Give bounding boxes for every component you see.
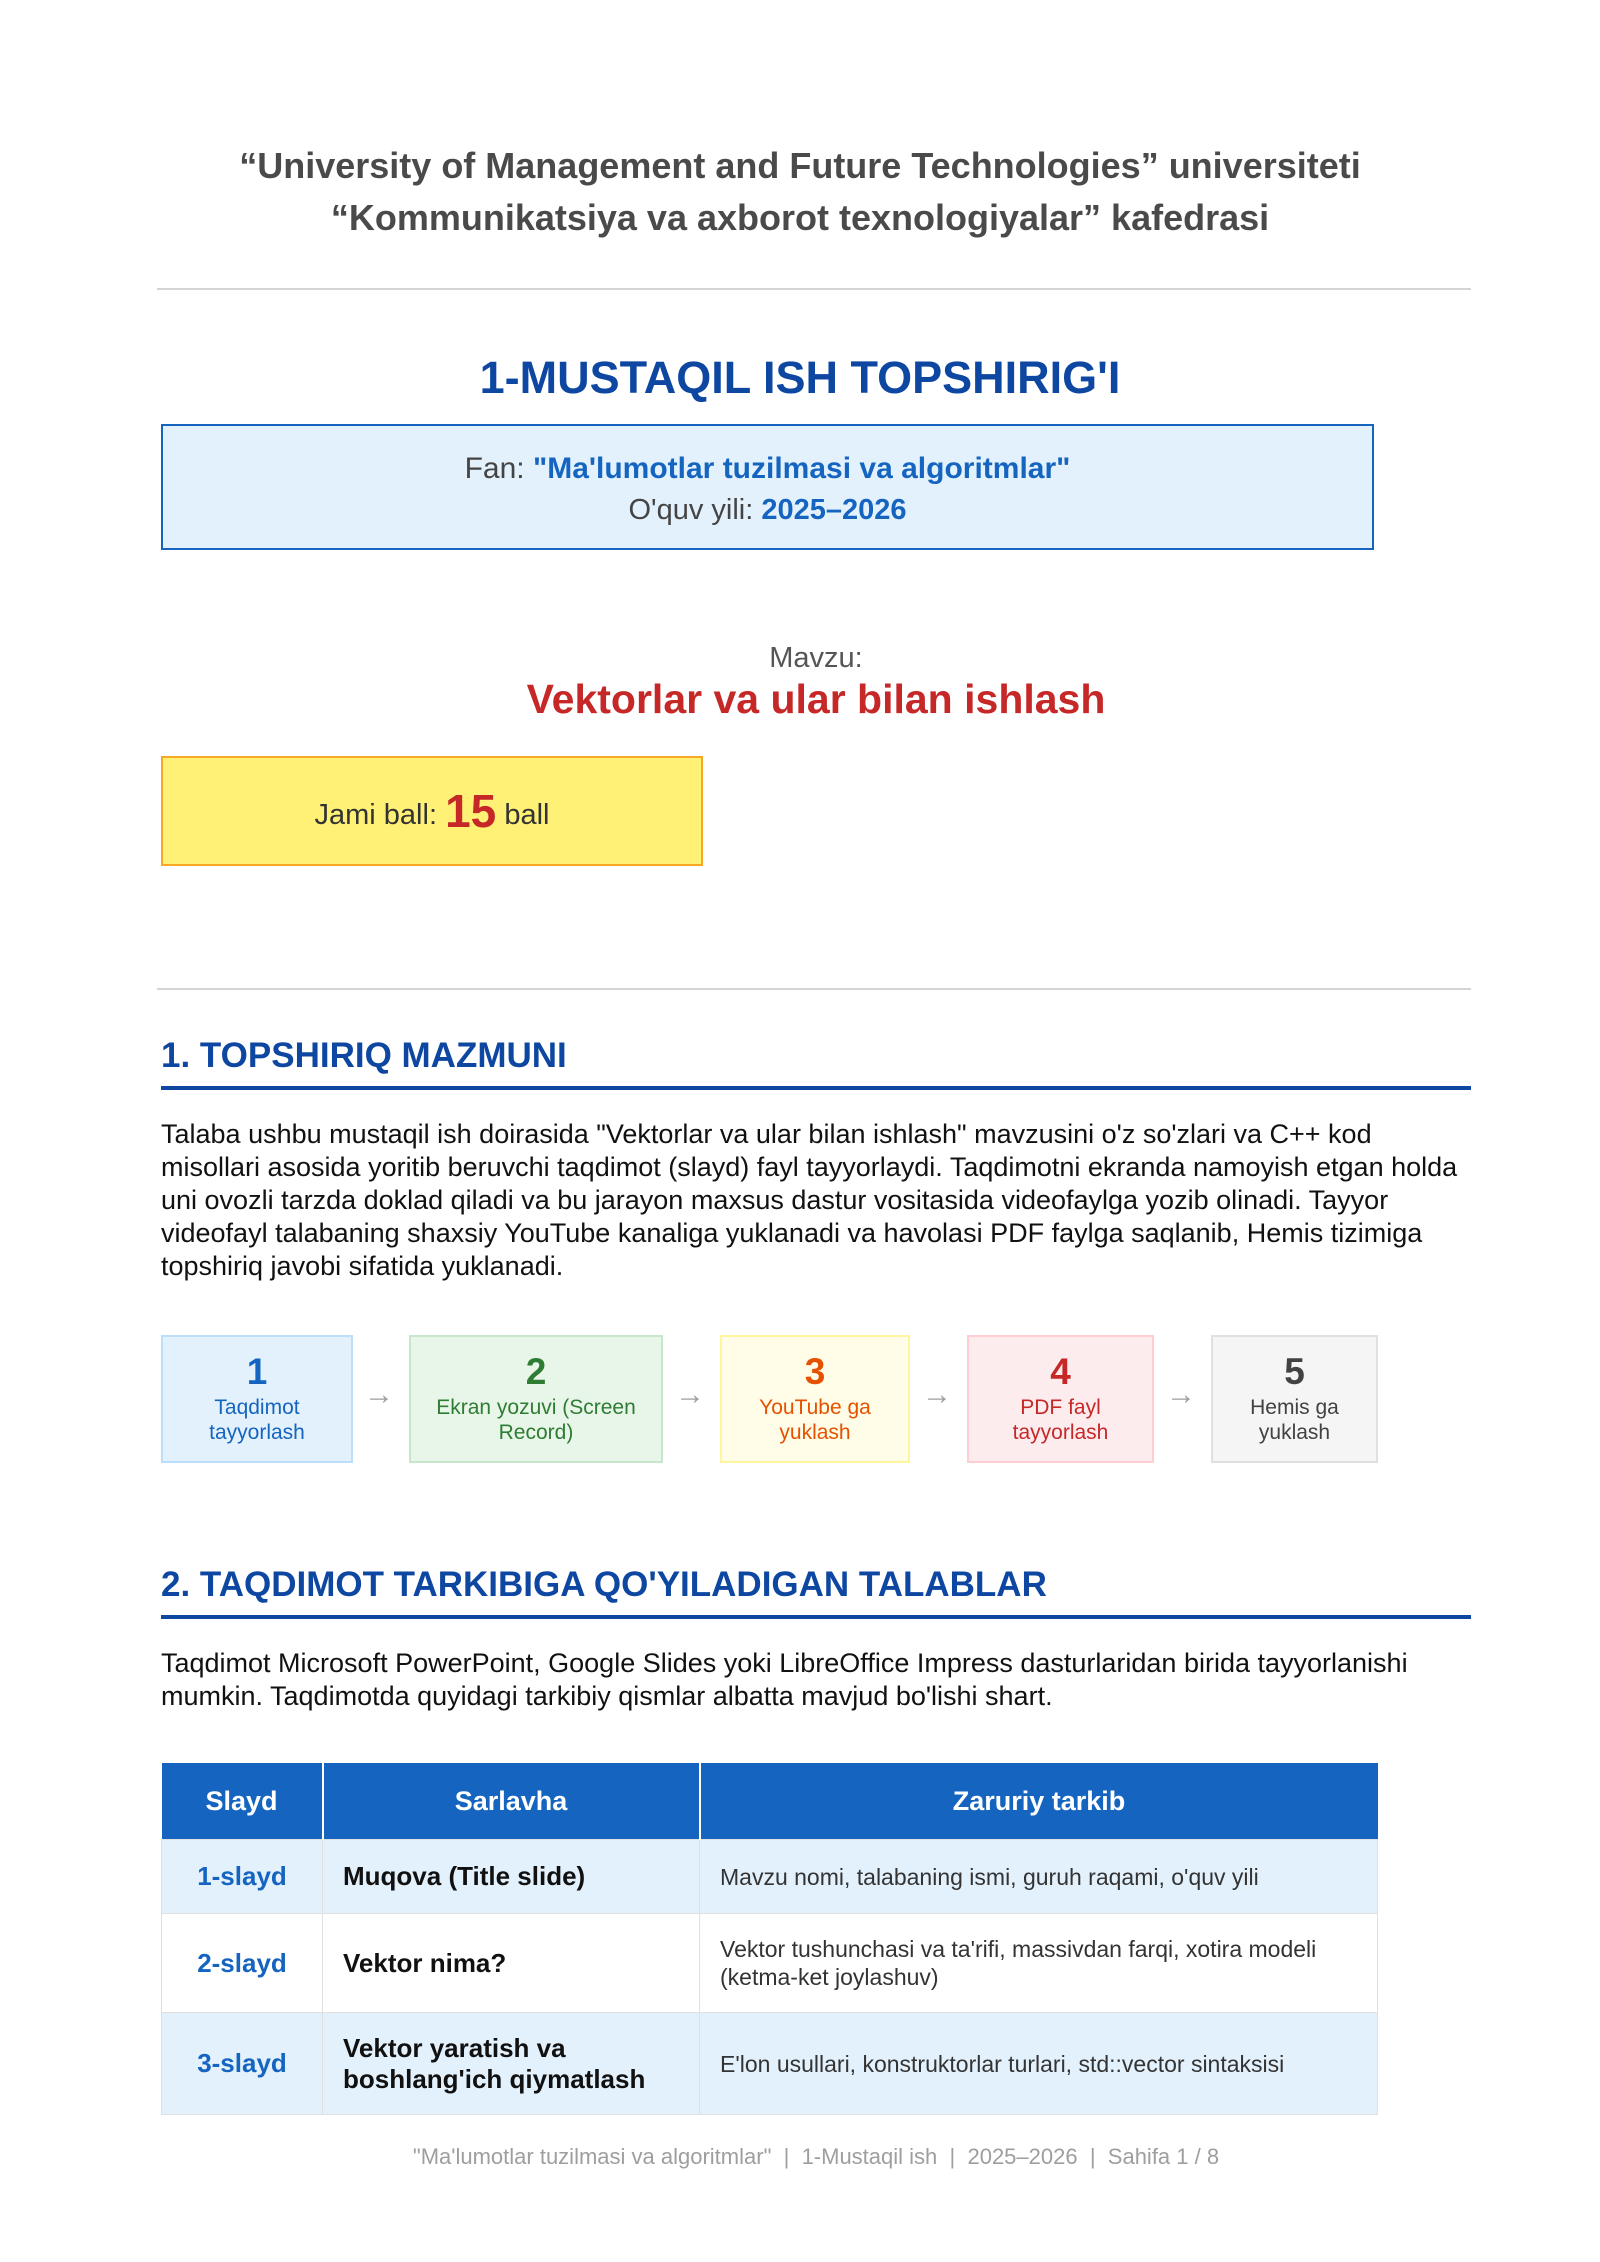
step-label: Ekran yozuvi (Screen Record) bbox=[436, 1396, 636, 1444]
footer-year: 2025–2026 bbox=[967, 2144, 1078, 2169]
step-number: 3 bbox=[804, 1351, 826, 1392]
footer-separator: | bbox=[1089, 2144, 1096, 2169]
step-label: PDF fayl tayyorlash bbox=[1012, 1396, 1109, 1444]
step-4 bbox=[967, 1335, 1154, 1463]
year-value: 2025–2026 bbox=[761, 494, 907, 526]
step-1 bbox=[161, 1335, 353, 1463]
table-header-row bbox=[162, 1763, 1378, 1840]
topic-label: Mavzu: bbox=[769, 642, 863, 674]
slide-number: 1-slayd bbox=[162, 1840, 323, 1914]
topic-title: Vektorlar va ular bilan ishlash bbox=[526, 676, 1106, 722]
page-footer bbox=[0, 2144, 1600, 2170]
section2-text: Taqdimot Microsoft PowerPoint, Google Slides yoki LibreOffice Impress dasturlaridan birida tayyorlanishi mumkin. Taqdimotda quyidagi tarkibiy qismlar albatta mavjud bo'lishi shart. bbox=[161, 1648, 1408, 1711]
step-label: Taqdimot tayyorlash bbox=[209, 1396, 305, 1444]
slide-number: 2-slayd bbox=[162, 1914, 323, 2013]
section1-title: 1. TOPSHIRIQ MAZMUNI bbox=[161, 1036, 1471, 1090]
score-box bbox=[161, 756, 703, 866]
step-2 bbox=[409, 1335, 663, 1463]
arrow-right-icon: → bbox=[1166, 1378, 1196, 1411]
step-3 bbox=[720, 1335, 910, 1463]
footer-subject: "Ma'lumotlar tuzilmasi va algoritmlar" bbox=[412, 2144, 772, 2169]
column-header-title: Sarlavha bbox=[323, 1763, 700, 1840]
footer-separator: | bbox=[783, 2144, 790, 2169]
footer-work: 1-Mustaqil ish bbox=[801, 2144, 938, 2169]
step-number: 2 bbox=[525, 1351, 547, 1392]
slide-content: Mavzu nomi, talabaning ismi, guruh raqami, o'quv yili bbox=[700, 1840, 1378, 1914]
slides-table bbox=[161, 1763, 1378, 2115]
slide-title: Muqova (Title slide) bbox=[323, 1840, 700, 1914]
department-name: “Kommunikatsiya va axborot texnologiyalar” kafedrasi bbox=[330, 197, 1270, 238]
step-5 bbox=[1211, 1335, 1378, 1463]
step-label: YouTube ga yuklash bbox=[759, 1396, 871, 1444]
year-label: O'quv yili: bbox=[628, 494, 754, 526]
slide-number: 3-slayd bbox=[162, 2013, 323, 2115]
section1-text: Talaba ushbu mustaqil ish doirasida "Vektorlar va ular bilan ishlash" mavzusini o'z so'zlari va C++ kod misollari asosida yoritib beruvchi taqdimot (slayd) fayl tayyorlaydi. Taqdimotni ekranda namoyish etgan holda uni ovozli tarzda doklad qiladi va bu jarayon maxsus dastur vositasida videofaylga yozib olinadi. Tayyor videofayl talabaning shaxsiy YouTube kanaliga yuklanadi va havolasi PDF faylga saqlanib, Hemis tizimiga topshiriq javobi sifatida yuklanadi. bbox=[161, 1119, 1458, 1281]
step-number: 5 bbox=[1284, 1351, 1305, 1392]
arrow-right-icon: → bbox=[922, 1378, 952, 1411]
section-divider bbox=[157, 988, 1471, 990]
table-row bbox=[162, 1914, 1378, 2013]
score-label: Jami ball: bbox=[314, 799, 438, 831]
footer-separator: | bbox=[949, 2144, 956, 2169]
step-label: Hemis ga yuklash bbox=[1250, 1396, 1339, 1444]
table-row bbox=[162, 2013, 1378, 2115]
step-number: 4 bbox=[1050, 1351, 1071, 1392]
slide-content: E'lon usullari, konstruktorlar turlari, std::vector sintaksisi bbox=[700, 2013, 1378, 2115]
header-divider bbox=[157, 288, 1471, 290]
score-unit: ball bbox=[504, 799, 550, 831]
table-row bbox=[162, 1840, 1378, 1914]
slide-title: Vektor yaratish va boshlang'ich qiymatlash bbox=[323, 2013, 700, 2115]
column-header-content: Zaruriy tarkib bbox=[700, 1763, 1378, 1840]
subject-label: Fan: bbox=[464, 452, 525, 485]
university-name: “University of Management and Future Technologies” universiteti bbox=[239, 145, 1361, 186]
step-number: 1 bbox=[246, 1351, 268, 1392]
column-header-slide: Slayd bbox=[162, 1763, 323, 1840]
subject-value: "Ma'lumotlar tuzilmasi va algoritmlar" bbox=[532, 452, 1071, 485]
arrow-right-icon: → bbox=[364, 1378, 394, 1411]
page-title: 1-MUSTAQIL ISH TOPSHIRIG'I bbox=[479, 352, 1121, 403]
slide-title: Vektor nima? bbox=[323, 1914, 700, 2013]
footer-page: Sahifa 1 / 8 bbox=[1107, 2144, 1220, 2169]
subject-line bbox=[163, 452, 1372, 486]
score-value: 15 bbox=[445, 785, 497, 837]
section2-title: 2. TAQDIMOT TARKIBIGA QO'YILADIGAN TALABLAR bbox=[161, 1565, 1471, 1619]
year-line bbox=[163, 494, 1372, 527]
slide-content: Vektor tushunchasi va ta'rifi, massivdan farqi, xotira modeli (ketma-ket joylashuv) bbox=[700, 1914, 1378, 2013]
arrow-right-icon: → bbox=[675, 1378, 705, 1411]
subject-box bbox=[161, 424, 1374, 550]
